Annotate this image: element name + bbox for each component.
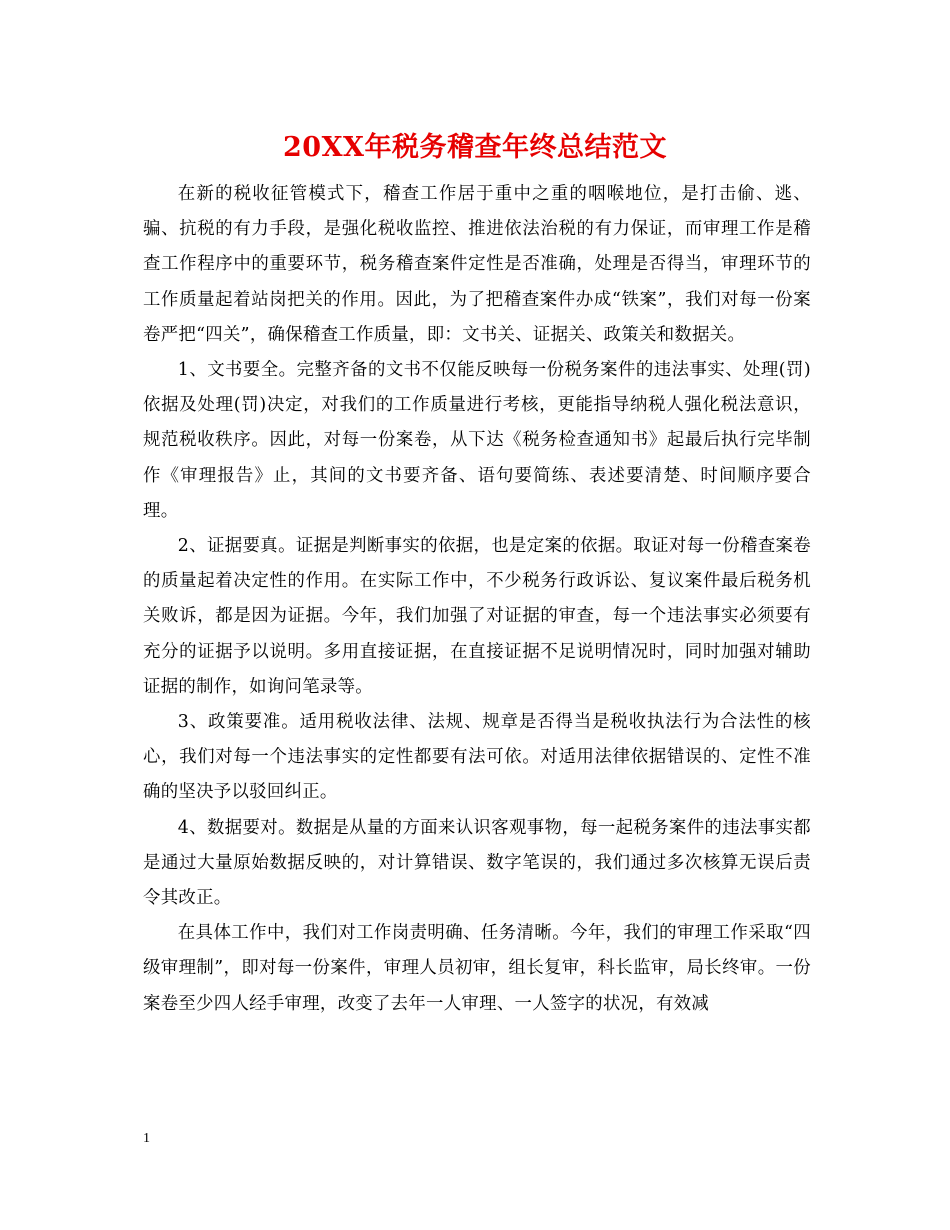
page-number: 1 <box>143 1131 150 1146</box>
paragraph-workflow: 在具体工作中，我们对工作岗责明确、任务清晰。今年，我们的审理工作采取“四级审理制”，即对每一份案件，审理人员初审，组长复审，科长监审，局长终审。一份案卷至少四人经手审理，改变了去年一人审理、一人签字的状况，有效减 <box>143 923 811 1014</box>
paragraph-data: 4、数据要对。数据是从量的方面来认识客观事物，每一起税务案件的违法事实都是通过大量原始数据反映的，对计算错误、数字笔误的，我们通过多次核算无误后责令其改正。 <box>143 817 811 909</box>
paragraph-intro: 在新的税收征管模式下，稽查工作居于重中之重的咽喉地位，是打击偷、逃、骗、抗税的有力手段，是强化税收监控、推进依法治税的有力保证，而审理工作是稽查工作程序中的重要环节，税务稽查案件定性是否准确，处理是否得当，审理环节的工作质量起着站岗把关的作用。因此，为了把稽查案件办成“铁案”，我们对每一份案卷严把“四关”，确保稽查工作质量，即：文书关、证据关、政策关和数据关。 <box>143 184 811 345</box>
paragraph-documents: 1、文书要全。完整齐备的文书不仅能反映每一份税务案件的违法事实、处理(罚)依据及处理(罚)决定，对我们的工作质量进行考核，更能指导纳税人强化税法意识，规范税收秩序。因此，对每一份案卷，从下达《税务检查通知书》起最后执行完毕制作《审理报告》止，其间的文书要齐备、语句要简练、表述要清楚、时间顺序要合理。 <box>143 360 811 521</box>
paragraph-evidence: 2、证据要真。证据是判断事实的依据，也是定案的依据。取证对每一份稽查案卷的质量起着决定性的作用。在实际工作中，不少税务行政诉讼、复议案件最后税务机关败诉，都是因为证据。今年，我们加强了对证据的审查，每一个违法事实必须要有充分的证据予以说明。多用直接证据，在直接证据不足说明情况时，同时加强对辅助证据的制作，如询问笔录等。 <box>143 536 811 697</box>
paragraph-policy: 3、政策要准。适用税收法律、法规、规章是否得当是税收执法行为合法性的核心，我们对每一个违法事实的定性都要有法可依。对适用法律依据错误的、定性不准确的坚决予以驳回纠正。 <box>143 712 811 803</box>
document-title: 20XX年税务稽查年终总结范文 <box>283 132 667 163</box>
document-body <box>143 177 811 1022</box>
